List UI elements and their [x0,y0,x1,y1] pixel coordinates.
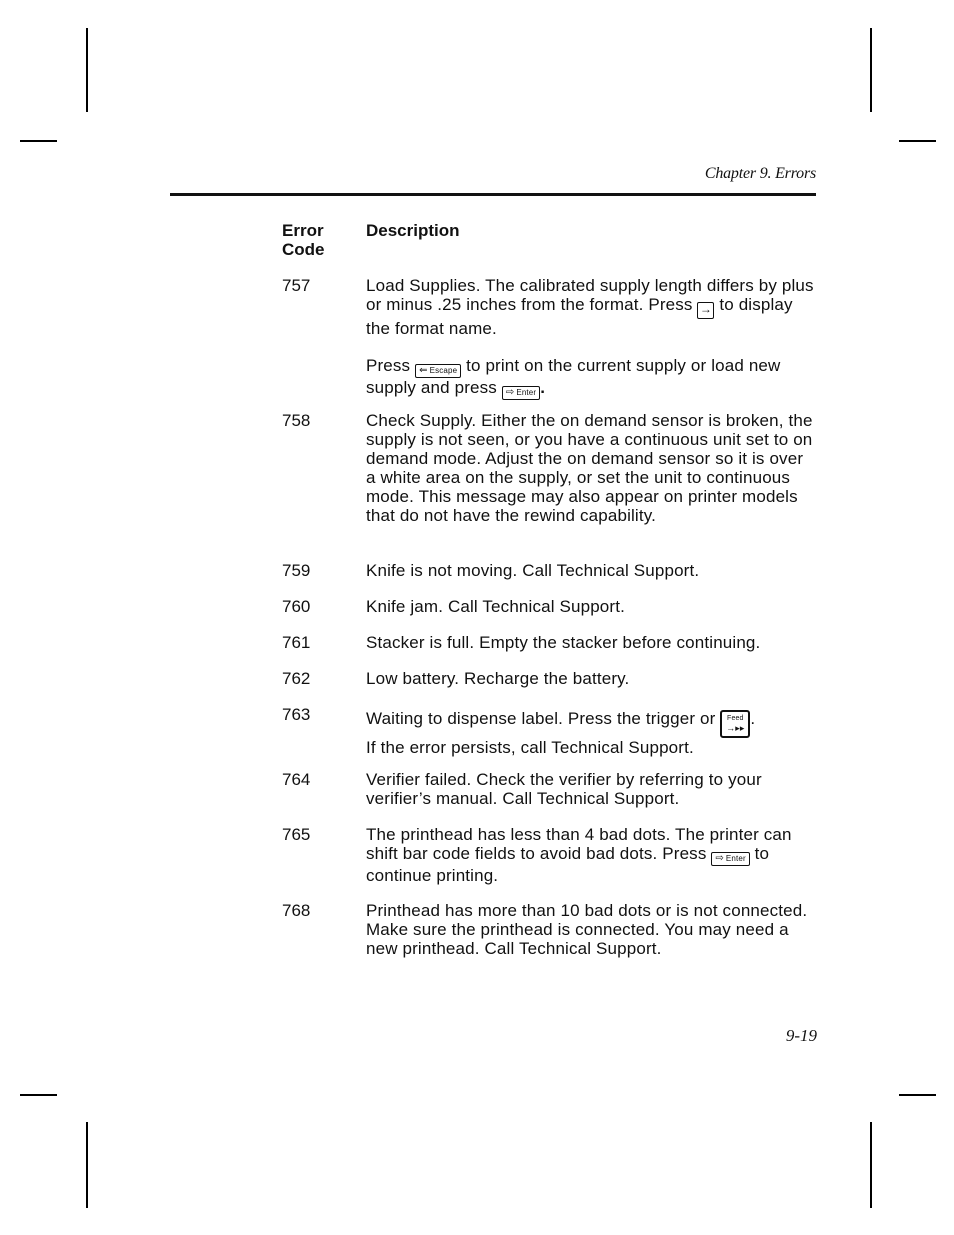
arrow-key-icon: → [697,302,714,319]
error-code: 768 [282,901,311,920]
crop-mark-top-left-vertical [86,28,88,112]
crop-mark-top-right-horizontal [899,140,936,142]
crop-mark-bottom-right-vertical [870,1122,872,1208]
description-text: Waiting to dispense label. Press the trigger or [366,709,716,728]
error-description [366,709,816,757]
error-description: Low battery. Recharge the battery. [366,669,630,688]
error-description [366,276,816,400]
description-text: Load Supplies. The calibrated supply length differs by plus or minus .25 inches from the format. Press [366,276,814,314]
crop-mark-top-right-vertical [870,28,872,112]
error-description [366,825,816,885]
description-text: to continue printing. [366,844,770,885]
error-description: Knife is not moving. Call Technical Support. [366,561,700,580]
page-number: 9-19 [785,1026,817,1045]
description-text: The printhead has less than 4 bad dots. The printer can shift bar code fields to avoid bad dots. Press [366,825,792,863]
crop-mark-bottom-left-vertical [86,1122,88,1208]
error-description: Knife jam. Call Technical Support. [366,597,625,616]
enter-key-icon: ⇨ Enter [502,386,540,400]
description-text: . [750,709,756,728]
column-header-code-line2: Code [282,240,325,259]
error-description: Stacker is full. Empty the stacker before continuing. [366,633,761,652]
feed-key-icon: Feed →▸▸ [720,710,750,738]
error-description: Printhead has more than 10 bad dots or is not connected. Make sure the printhead is connected. You may need a new printhead. Call Technical Support. [366,901,808,958]
error-code: 765 [282,825,311,844]
crop-mark-top-left-horizontal [20,140,57,142]
error-code: 758 [282,411,311,430]
description-text: to print on the current supply or load new supply and press [366,356,781,397]
escape-key-icon: ⇐ Escape [415,364,461,378]
error-code: 764 [282,770,311,789]
error-code: 763 [282,705,311,724]
description-text: . [540,378,546,397]
error-code: 761 [282,633,311,652]
enter-key-icon: ⇨ Enter [711,852,749,866]
error-code: 757 [282,276,311,295]
description-text: Press [366,356,411,375]
chapter-header: Chapter 9. Errors [704,165,816,182]
header-rule [170,193,816,196]
error-code: 762 [282,669,311,688]
crop-mark-bottom-left-horizontal [20,1094,57,1096]
error-code: 760 [282,597,311,616]
description-text: to display the format name. [366,295,793,338]
description-text: If the error persists, call Technical Support. [366,738,694,757]
column-header-code-line1: Error [282,221,324,240]
error-description: Check Supply. Either the on demand sensor is broken, the supply is not seen, or you have a continuous unit set to on demand mode. Adjust the on demand sensor so it is over a white area on the supply, or set the unit to continuous mode. This message may also appear on printer models that do not have the rewind capability. [366,411,813,525]
error-description: Verifier failed. Check the verifier by referring to your verifier’s manual. Call Technical Support. [366,770,762,808]
column-header-description: Description [366,221,460,240]
crop-mark-bottom-right-horizontal [899,1094,936,1096]
error-code: 759 [282,561,311,580]
column-header-code [282,221,325,259]
